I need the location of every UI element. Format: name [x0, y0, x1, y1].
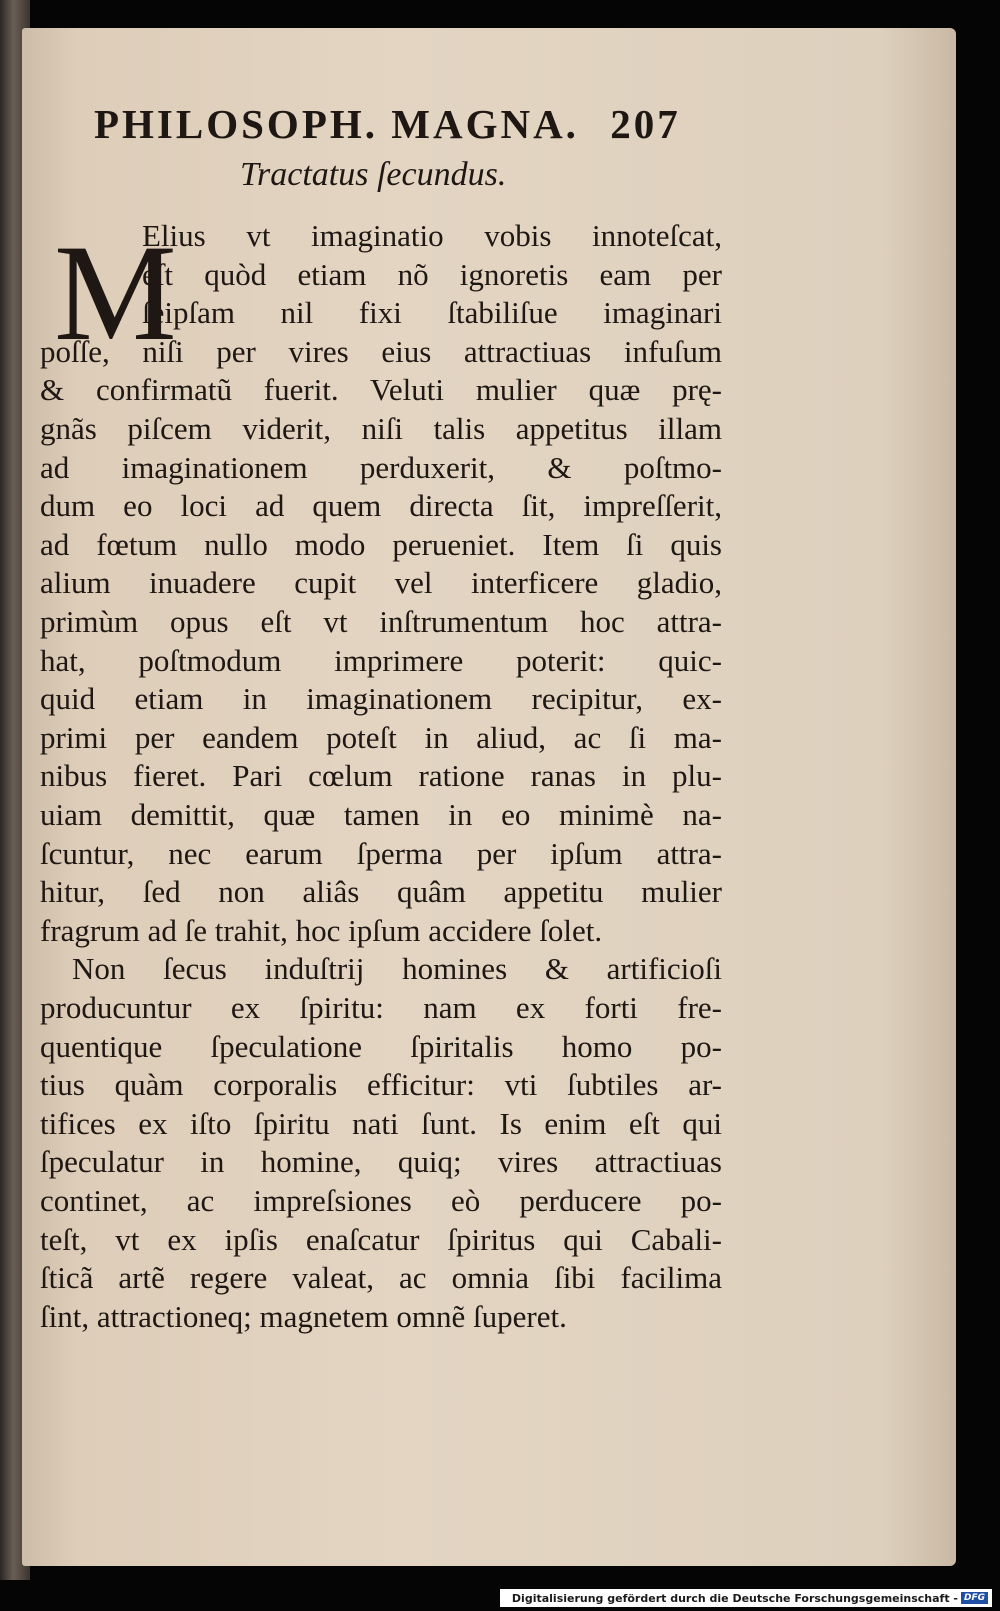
text-line: gnãs piſcem viderit, niſi talis appetitus illam	[40, 411, 722, 446]
text-line: teſt, vt ex ipſis enaſcatur ſpiritus qui Cabali-	[40, 1221, 722, 1257]
text-line: primi per eandem poteſt in aliud, ac ſi ma-	[40, 719, 722, 755]
text-line: dum eo loci ad quem directa ſit, impreſſerit,	[40, 488, 722, 524]
dfg-logo: DFG	[961, 1592, 988, 1604]
text-line: eſt quòd etiam nõ ignoretis eam per	[142, 256, 722, 292]
text-line: uiam demittit, quæ tamen in eo minimè na-	[40, 797, 722, 832]
text-line: Non ſecus induſtrij homines & artificioſi	[72, 951, 722, 987]
text-line: fragrum ad ſe trahit, hoc ipſum accidere ſolet.	[40, 912, 603, 948]
text-line: hat, poſtmodum imprimere poterit: quic-	[40, 642, 722, 678]
text-line: hitur, ſed non aliâs quâm appetitu mulier	[40, 874, 722, 910]
text-line: ſeipſam nil fixi ſtabiliſue imaginari	[142, 295, 722, 331]
text-line: producuntur ex ſpiritu: nam ex forti fre-	[40, 990, 722, 1025]
text-line: & confirmatũ fuerit. Veluti mulier quæ prę-	[40, 372, 722, 408]
text-line: continet, ac impreſsiones eò perducere po-	[40, 1183, 722, 1218]
text-line: ad imaginationem perduxerit, & poſtmo-	[40, 449, 722, 485]
text-line: nibus fieret. Pari cœlum ratione ranas in plu-	[40, 758, 722, 794]
text-line: ſint, attractioneq; magnetem omnẽ ſuperet.	[40, 1298, 567, 1334]
text-line: Elius vt imaginatio vobis innoteſcat,	[142, 218, 722, 253]
text-line: quentique ſpeculatione ſpiritalis homo po-	[40, 1028, 722, 1064]
text-line: tifices ex iſto ſpiritu nati ſunt. Is enim eſt qui	[40, 1105, 722, 1141]
text-line: poſſe, niſi per vires eius attractiuas infuſum	[40, 333, 722, 369]
book-page	[22, 28, 956, 1566]
page-number: 207	[610, 101, 681, 147]
text-line: ſticã artẽ regere valeat, ac omnia ſibi facilima	[40, 1260, 722, 1296]
text-line: ſcuntur, nec earum ſperma per ipſum attra-	[40, 835, 722, 871]
text-line: primùm opus eſt vt inſtrumentum hoc attra-	[40, 604, 722, 639]
footer-credit: Digitalisierung gefördert durch die Deutsche Forschungsgemeinschaft -	[511, 1591, 958, 1605]
drop-cap: M	[54, 216, 177, 369]
digitization-footer	[500, 1589, 992, 1607]
text-line: quid etiam in imaginationem recipitur, ex-	[40, 681, 722, 717]
section-title: Tractatus ſecundus.	[240, 156, 507, 193]
text-line: ad fœtum nullo modo perueniet. Item ſi quis	[40, 526, 722, 562]
text-line: ſpeculatur in homine, quiq; vires attractiuas	[40, 1144, 722, 1180]
running-head	[94, 100, 681, 148]
running-head-title: PHILOSOPH. MAGNA.	[94, 101, 579, 147]
text-line: tius quàm corporalis efficitur: vti ſubtiles ar-	[40, 1067, 722, 1103]
text-line: alium inuadere cupit vel interficere gladio,	[40, 565, 722, 601]
